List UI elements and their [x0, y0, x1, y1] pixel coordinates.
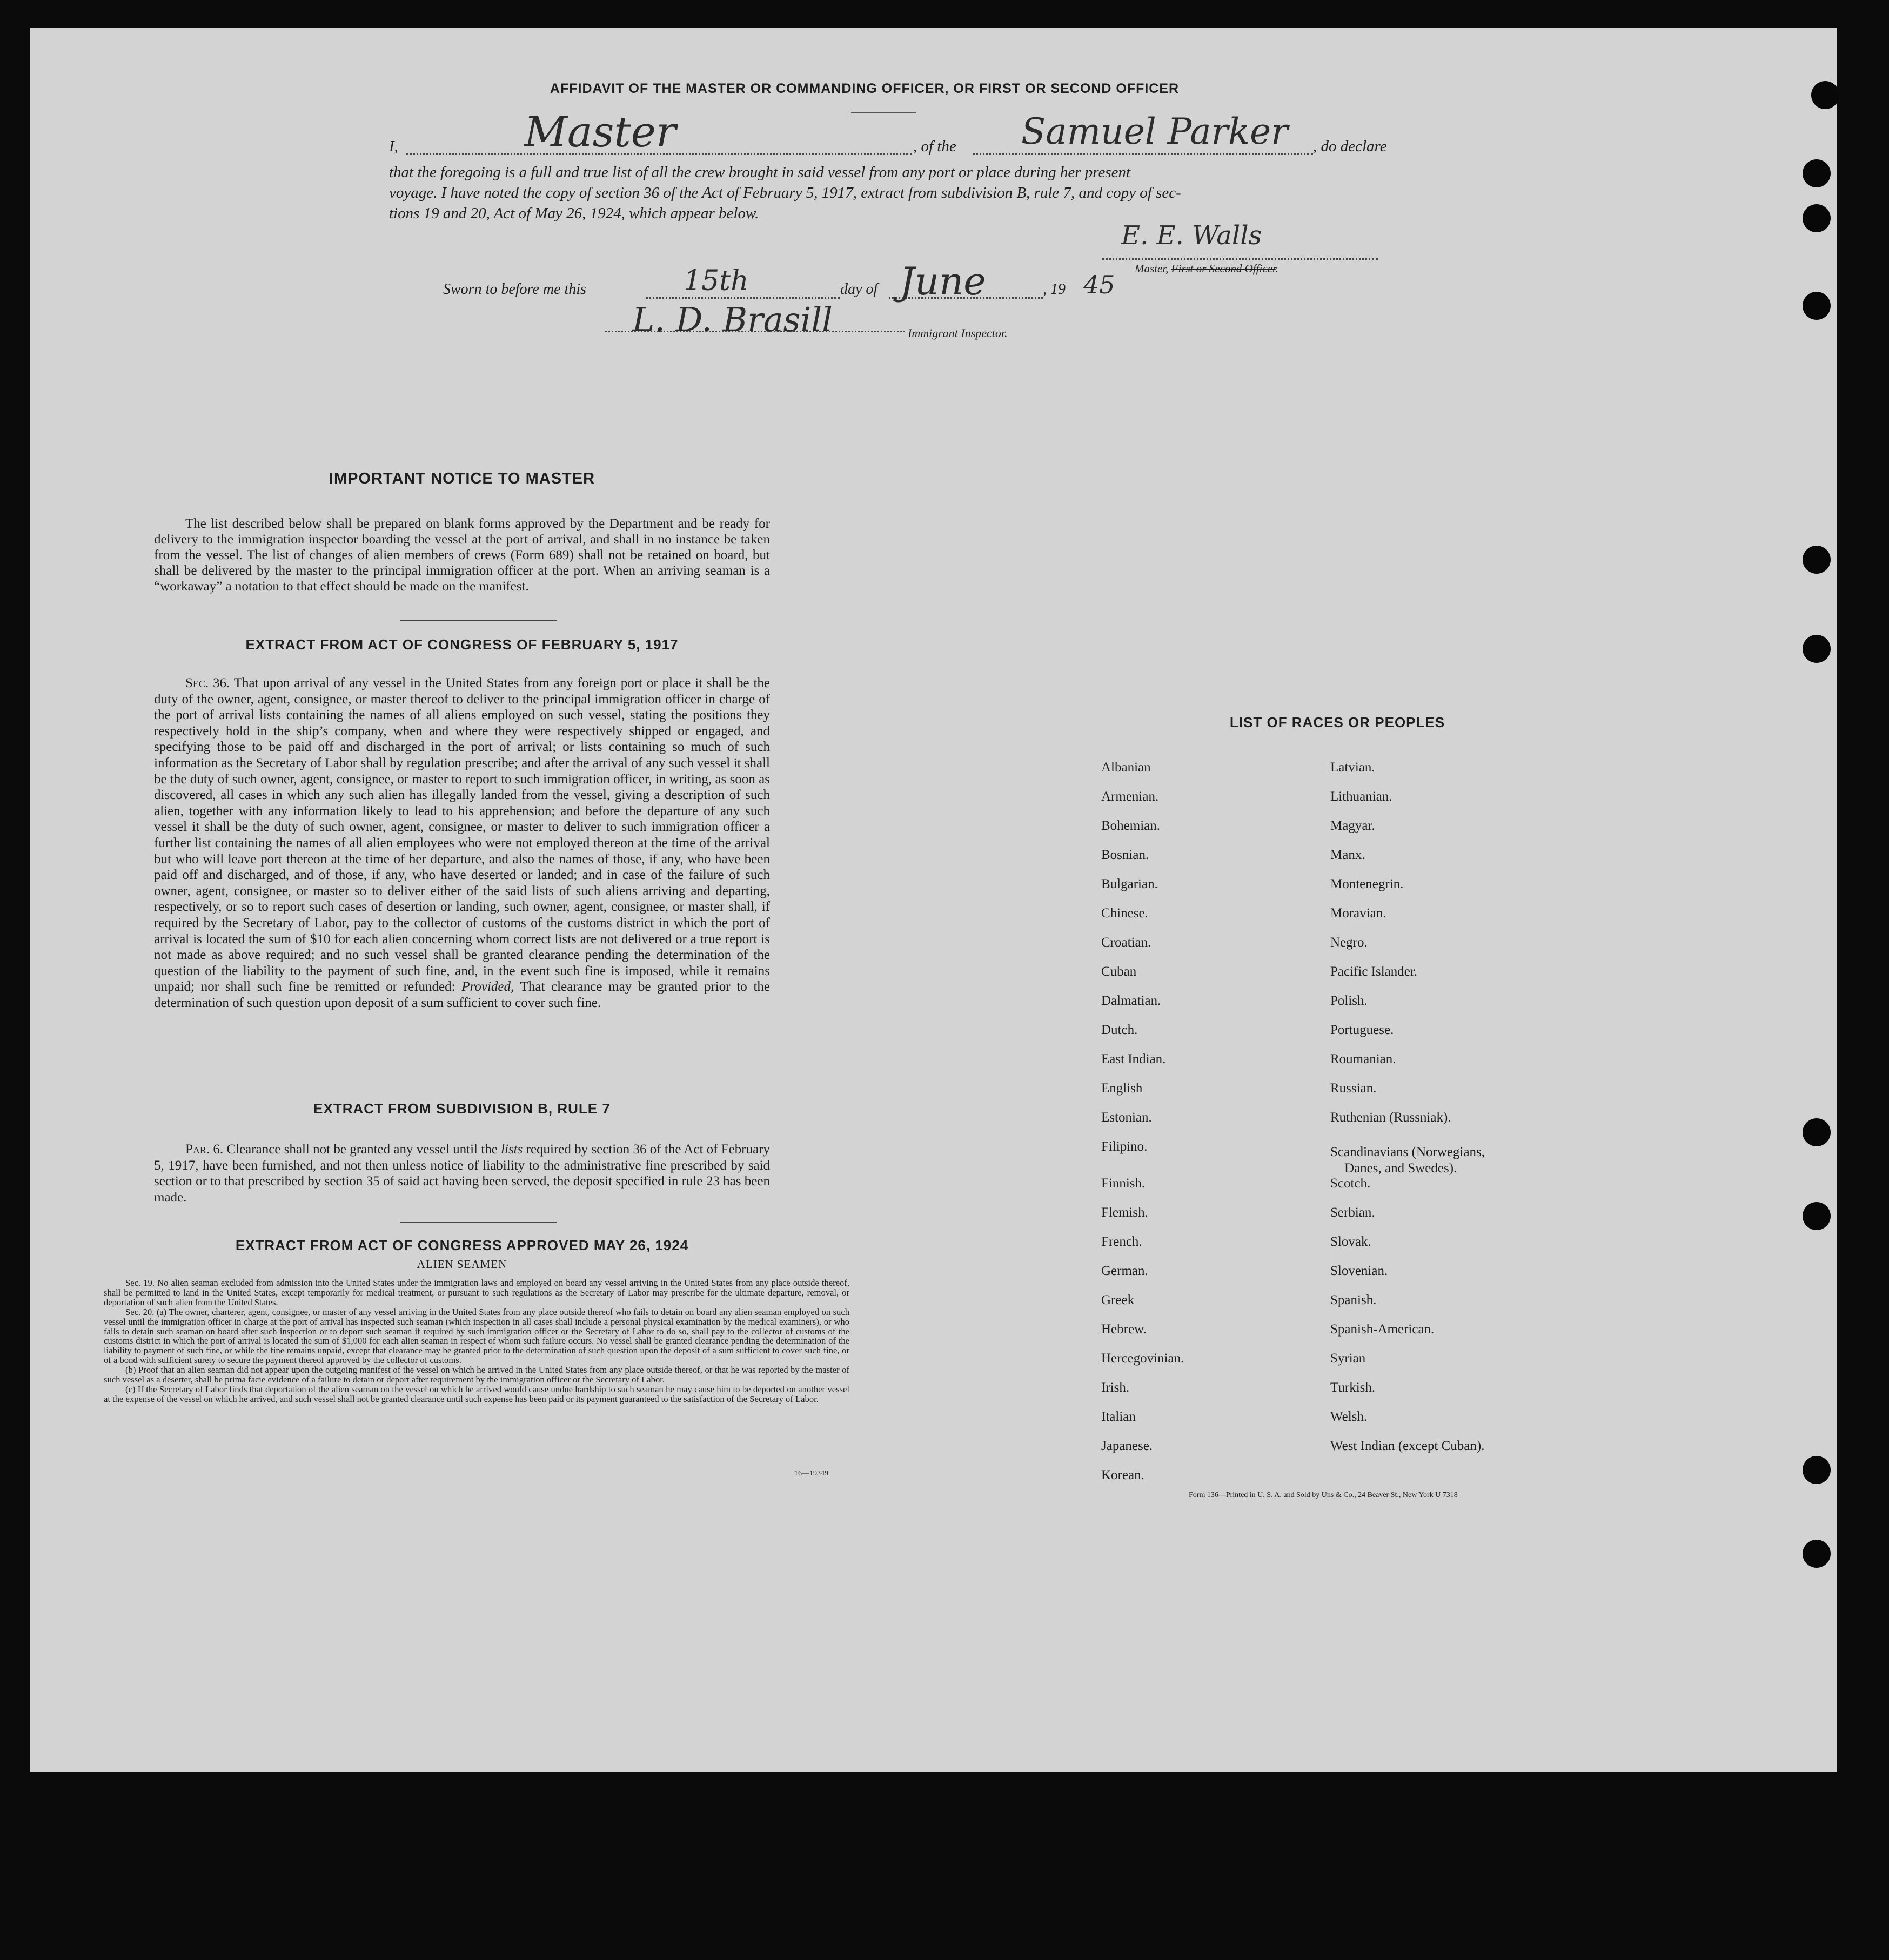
race-item: Latvian. — [1330, 760, 1375, 775]
inspector-caption: Immigrant Inspector. — [908, 326, 1008, 340]
race-item: Polish. — [1330, 994, 1368, 1008]
race-item: English — [1101, 1081, 1143, 1096]
race-item: Hebrew. — [1101, 1322, 1147, 1337]
handwritten-vessel-name: Samuel Parker — [1021, 111, 1288, 152]
caption-end: . — [1275, 262, 1278, 275]
race-item: Dutch. — [1101, 1023, 1138, 1037]
race-item: Irish. — [1101, 1380, 1130, 1395]
section-19: Sec. 19. No alien seaman excluded from admission into the United States under the immigration laws and employed on board any vessel arriving in the United States from any place outside thereof, shall be permitted to land in the United States, except temporarily for medical treatment, or pursuant to such regulations as the Secretary of Labor may prescribe for the ultimate departure, removal, or deportation of such alien from the United States. — [104, 1278, 849, 1307]
race-item: Japanese. — [1101, 1439, 1153, 1453]
declaration-line: tions 19 and 20, Act of May 26, 1924, which appear below. — [389, 205, 759, 222]
caption-master: Master, — [1135, 262, 1169, 275]
act-1917-text — [154, 675, 770, 1011]
race-item: Portuguese. — [1330, 1023, 1394, 1037]
race-item: Armenian. — [1101, 789, 1159, 804]
form-code: 16—19349 — [794, 1469, 828, 1478]
race-item: Slovak. — [1330, 1234, 1371, 1249]
section-36-end: That clearance may be granted prior to the determination of such question upon deposit of a sum sufficient to cover such fine. — [154, 979, 770, 1010]
handwritten-rank: Master — [524, 108, 676, 157]
binder-hole-icon — [1803, 204, 1831, 232]
race-item: Scotch. — [1330, 1176, 1371, 1191]
race-item: Bulgarian. — [1101, 877, 1158, 891]
race-item: Lithuanian. — [1330, 789, 1392, 804]
race-item: Estonian. — [1101, 1110, 1152, 1125]
scan-top-edge — [30, 0, 1837, 28]
act-1917-title: EXTRACT FROM ACT OF CONGRESS OF FEBRUARY 5, 1917 — [245, 636, 679, 653]
race-item: West Indian (except Cuban). — [1330, 1439, 1485, 1453]
race-item: Scandinavians (Norwegians, — [1330, 1145, 1485, 1159]
race-item: Flemish. — [1101, 1205, 1148, 1220]
signature-caption — [1135, 262, 1278, 276]
year-prefix: , 19 — [1043, 281, 1066, 298]
race-item: Montenegrin. — [1330, 877, 1404, 891]
alien-seamen-subtitle: ALIEN SEAMEN — [417, 1258, 507, 1271]
race-item: Bosnian. — [1101, 848, 1149, 862]
section-20c: (c) If the Secretary of Labor finds that deportation of the alien seaman on the vessel on which he arrived would cause undue hardship to such seaman he may cause him to be deported on another vessel at the expense of the vessel on which he arrived, and such vessel shall not be granted clearance until such expense has been paid or its payment guaranteed to the satisfaction of the Secretary of Labor. — [104, 1384, 849, 1404]
section-label: Sec. 36. — [185, 676, 230, 690]
race-item: Manx. — [1330, 848, 1365, 862]
race-item: Dalmatian. — [1101, 994, 1161, 1008]
rule-7-body-a: Clearance shall not be granted any vessel until the — [226, 1142, 498, 1157]
race-item: Syrian — [1330, 1351, 1366, 1366]
declaration-line: voyage. I have noted the copy of section 36 of the Act of February 5, 1917, extract from subdivision B, rule 7, and copy of sec- — [389, 184, 1181, 202]
race-item: Finnish. — [1101, 1176, 1146, 1191]
binder-hole-icon — [1803, 1202, 1831, 1230]
race-item: Pacific Islander. — [1330, 964, 1418, 979]
race-item: Spanish-American. — [1330, 1322, 1435, 1337]
binder-hole-icon — [1803, 1540, 1831, 1568]
vessel-blank — [973, 153, 1313, 155]
race-item: Spanish. — [1330, 1293, 1377, 1307]
affidavit-declaration — [389, 162, 1408, 224]
handwritten-inspector-signature: L. D. Brasill — [632, 300, 833, 339]
binder-hole-icon — [1803, 546, 1831, 574]
sworn-text: Sworn to before me this — [443, 281, 586, 298]
binder-hole-icon — [1803, 159, 1831, 187]
race-item: Moravian. — [1330, 906, 1386, 921]
act-1924-text — [104, 1278, 849, 1404]
race-item: Albanian — [1101, 760, 1151, 775]
lists-word: lists — [501, 1142, 523, 1157]
handwritten-month: June — [900, 259, 986, 304]
handwritten-master-signature: E. E. Walls — [1121, 220, 1262, 251]
paragraph-label: Par. 6. — [185, 1142, 224, 1157]
race-item: Serbian. — [1330, 1205, 1375, 1220]
provided-word: Provided, — [461, 979, 514, 995]
declaration-line: that the foregoing is a full and true list of all the crew brought in said vessel from any port or place during her present — [389, 164, 1131, 181]
race-item: Chinese. — [1101, 906, 1148, 921]
race-item: Welsh. — [1330, 1409, 1368, 1424]
race-item: Slovenian. — [1330, 1264, 1388, 1278]
race-item: Korean. — [1101, 1468, 1144, 1482]
race-item: Russian. — [1330, 1081, 1377, 1096]
race-item: German. — [1101, 1264, 1148, 1278]
race-item: Croatian. — [1101, 935, 1151, 950]
race-item: Hercegovinian. — [1101, 1351, 1184, 1366]
binder-hole-icon — [1803, 635, 1831, 663]
section-20a: Sec. 20. (a) The owner, charterer, agent, consignee, or master of any vessel arriving in the United States from any place outside thereof who fails to detain on board any alien seaman employed on such vessel until the immigration officer in charge at the port of arrival has inspected such seaman (which inspection in all cases shall include a personal physical examination by the medical examiners), or who fails to detain such seaman on board after such inspection or to deport such seaman if required by such immigration officer or the Secretary of Labor to do so, shall pay to the collector of customs of the customs district in which the port of arrival is located the sum of $1,000 for each alien seaman in respect of whom such failure occurs. No vessel shall be granted clearance pending the determination of the liability to payment of such fine, or while the fine remains unpaid, except that clearance may be granted prior to the determination of such question upon the deposit of a sum sufficient to cover such fine, or of a bond with sufficient surety to secure the payment thereof approved by the collector of customs. — [104, 1306, 849, 1366]
signature-line — [1102, 258, 1378, 260]
race-item: East Indian. — [1101, 1052, 1166, 1066]
subdivision-b-title: EXTRACT FROM SUBDIVISION B, RULE 7 — [313, 1100, 611, 1117]
subdivision-b-text — [154, 1142, 770, 1205]
race-item: Cuban — [1101, 964, 1137, 979]
race-item: Turkish. — [1330, 1380, 1376, 1395]
rule-7-body-b: required by section 36 of the Act of February 5, 1917, have been furnished, and not then unless notice of liability to the administrative fine prescribed by said section or to that prescribed by section 35 of said act having been served, the deposit specified in rule 23 has been made. — [154, 1142, 770, 1205]
binder-hole-icon — [1803, 1456, 1831, 1484]
section-20b: (b) Proof that an alien seaman did not appear upon the outgoing manifest of the vessel on which he arrived in the United States from any place outside thereof, or that he was reported by the master of such vessel as a deserter, shall be prima facie evidence of a failure to detain or deport after requirement by the immigration officer or the Secretary of Labor. — [104, 1365, 849, 1385]
notice-text: The list described below shall be prepared on blank forms approved by the Department and be ready for delivery to the immigration inspector boarding the vessel at the port of arrival, and shall in no instance be taken from the vessel. The list of changes of alien members of crews (Form 689) shall not be retained on board, but shall be delivered by the master to the principal immigration officer at the port. When an arriving seaman is a “workaway” a notation to that effect should be made on the manifest. — [154, 516, 770, 594]
act-1924-title: EXTRACT FROM ACT OF CONGRESS APPROVED MAY 26, 1924 — [235, 1237, 689, 1253]
race-item: French. — [1101, 1234, 1142, 1249]
race-item: Italian — [1101, 1409, 1136, 1424]
notice-title: IMPORTANT NOTICE TO MASTER — [329, 470, 595, 487]
handwritten-year: 45 — [1083, 270, 1115, 299]
caption-struck-officer: First or Second Officer — [1171, 262, 1276, 275]
section-36-body: That upon arrival of any vessel in the United States from any foreign port or place it shall be the duty of the owner, agent, consignee, or master thereof to deliver to the principal immigration officer in charge of the port of arrival lists containing the names of all aliens employed on such vessel, stating the positions they respectively hold in the ship’s company, when and where they were respectively shipped or engaged, and specifying those to be paid off and discharged in the port of arrival; or lists containing so much of such information as the Secretary of Labor shall by regulation prescribe; and after the arrival of any such vessel it shall be the duty of such owner, agent, consignee, or master to report to such immigration officer, in writing, as soon as discovered, all cases in which any such alien has illegally landed from the vessel, giving a description of such alien, together with any information likely to lead to his apprehension; and before the departure of any such vessel it shall be the duty of such owner, agent, consignee, or master to deliver to such immigration officer a further list containing the names of all alien employees who were not employed thereon at the time of the arrival but who will leave port thereon at the time of her departure, and also the names of those, if any, who have been paid off and discharged, and of those, if any, who have deserted or landed; and in case of the failure of such owner, agent, consignee, or master so to deliver either of the said lists of such aliens arriving and departing, respectively, or so to report such cases of desertion or landing, such owner, agent, consignee, or master shall, if required by the Secretary of Labor, pay to the collector of customs of the customs district in which the port of arrival is located the sum of $10 for each alien concerning whom correct lists are not delivered or a true report is not made as above required; and no such vessel shall be granted clearance pending the determination of the question of the liability to the payment of such fine, and, in the event such fine is imposed, while it remains unpaid; nor shall such fine be remitted or refunded: — [154, 676, 770, 995]
inspector-line — [605, 331, 905, 332]
day-blank — [646, 297, 840, 299]
races-title: LIST OF RACES OR PEOPLES — [1229, 714, 1445, 730]
race-item: Roumanian. — [1330, 1052, 1396, 1066]
race-item: Negro. — [1330, 935, 1368, 950]
binder-hole-icon — [1803, 292, 1831, 320]
race-item: Bohemian. — [1101, 818, 1161, 833]
printer-footer: Form 136—Printed in U. S. A. and Sold by Uns & Co., 24 Beaver St., New York U 7318 — [1189, 1491, 1458, 1499]
race-item: Ruthenian (Russniak). — [1330, 1110, 1451, 1125]
day-of-text: day of — [840, 281, 878, 298]
affidavit-title: AFFIDAVIT OF THE MASTER OR COMMANDING OFFICER, OR FIRST OR SECOND OFFICER — [550, 81, 1180, 96]
binder-hole-icon — [1803, 1118, 1831, 1146]
binder-hole-icon — [1811, 81, 1839, 109]
race-item: Magyar. — [1330, 818, 1375, 833]
race-item: Danes, and Swedes). — [1344, 1161, 1457, 1176]
handwritten-day: 15th — [684, 265, 749, 297]
race-item: Greek — [1101, 1293, 1135, 1307]
do-declare-text: , do declare — [1313, 138, 1387, 155]
race-item: Filipino. — [1101, 1139, 1148, 1154]
of-the-text: , of the — [913, 138, 956, 155]
affidavit-i: I, — [389, 138, 398, 155]
